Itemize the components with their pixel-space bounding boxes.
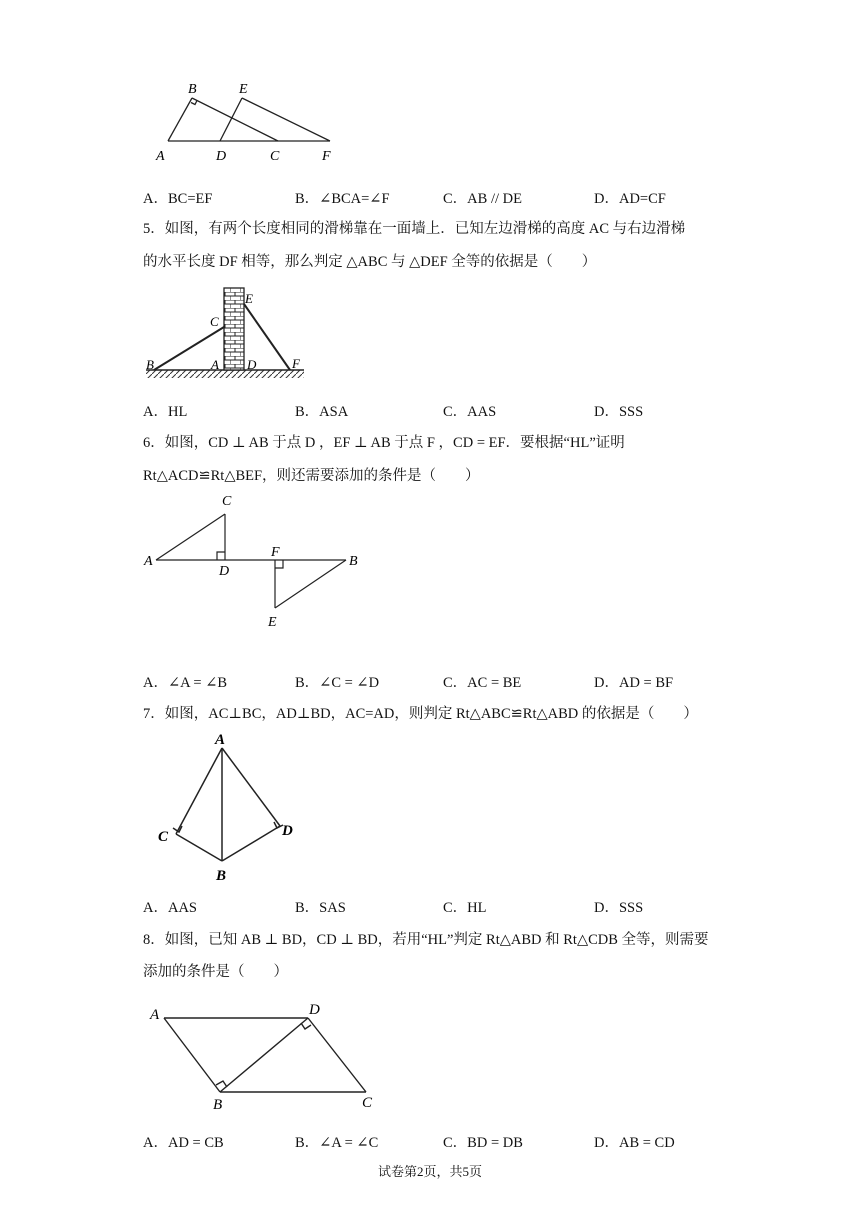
q6-question-line2: Rt△ACD≌Rt△BEF，则还需要添加的条件是（ ） (143, 468, 480, 484)
q7-figure (150, 728, 310, 883)
q5-option-b[interactable]: B．ASA (295, 404, 349, 420)
q5-label-f: F (292, 356, 300, 371)
q5-option-c[interactable]: C．AAS (443, 404, 497, 420)
q6-label-c: C (222, 494, 232, 509)
q5-option-a[interactable]: A．HL (143, 404, 188, 420)
q8-figure (140, 998, 385, 1116)
q8-label-b: B (213, 1097, 223, 1113)
q8-option-c[interactable]: C．BD = DB (443, 1135, 523, 1151)
q4-figure (150, 76, 350, 166)
q4-label-a: A (156, 149, 165, 164)
q6-label-d: D (219, 564, 230, 579)
q6-option-c[interactable]: C．AC = BE (443, 675, 522, 691)
page-footer: 试卷第2页，共5页 (377, 1164, 482, 1179)
q4-label-b: B (188, 82, 197, 97)
q8-label-a: A (150, 1007, 160, 1023)
q8-question-line2: 添加的条件是（ ） (143, 964, 288, 980)
q5-label-c: C (210, 314, 219, 329)
q4-option-b[interactable]: B．∠BCA=∠F (295, 191, 390, 207)
q6-option-b[interactable]: B．∠C = ∠D (295, 675, 380, 691)
q6-label-e: E (268, 615, 277, 630)
q5-label-b: B (146, 357, 154, 372)
q8-question-line1: 8．如图，已知 AB ⊥ BD，CD ⊥ BD，若用“HL”判定 Rt△ABD 和 Rt△CDB 全等，则需要 (143, 932, 709, 948)
q6-label-b: B (349, 554, 358, 569)
q6-question-line1: 6．如图，CD ⊥ AB 于点 D ，EF ⊥ AB 于点 F ，CD = EF．要根据“HL”证明 (143, 435, 625, 451)
q7-option-c[interactable]: C．HL (443, 900, 487, 916)
q7-option-d[interactable]: D．SSS (594, 900, 644, 916)
q6-label-a: A (144, 554, 153, 569)
q5-figure (140, 284, 315, 384)
q4-label-c: C (270, 149, 280, 164)
q5-label-e: E (245, 291, 253, 306)
q7-label-a: A (215, 732, 226, 748)
q4-option-d[interactable]: D．AD=CF (594, 191, 666, 207)
q4-label-d: D (216, 149, 227, 164)
q8-option-d[interactable]: D．AB = CD (594, 1135, 675, 1151)
q4-option-a[interactable]: A．BC=EF (143, 191, 213, 207)
q5-label-a: A (211, 357, 219, 372)
q7-label-c: C (158, 829, 169, 845)
q5-question-line2: 的水平长度 DF 相等，那么判定 △ABC 与 △DEF 全等的依据是（ ） (143, 254, 597, 270)
q6-option-a[interactable]: A．∠A = ∠B (143, 675, 228, 691)
q7-option-a[interactable]: A．AAS (143, 900, 197, 916)
q8-label-c: C (362, 1095, 373, 1111)
q4-label-f: F (322, 149, 331, 164)
q5-option-d[interactable]: D．SSS (594, 404, 644, 420)
q6-label-f: F (271, 545, 280, 560)
q5-label-d: D (247, 357, 257, 372)
q8-option-b[interactable]: B．∠A = ∠C (295, 1135, 379, 1151)
q6-figure (140, 488, 370, 633)
q4-option-c[interactable]: C．AB // DE (443, 191, 522, 207)
q8-option-a[interactable]: A．AD = CB (143, 1135, 224, 1151)
q7-label-b: B (216, 868, 227, 883)
q7-label-d: D (282, 823, 293, 839)
q7-option-b[interactable]: B．SAS (295, 900, 346, 916)
q4-label-e: E (239, 82, 248, 97)
q5-question-line1: 5．如图，有两个长度相同的滑梯靠在一面墙上．已知左边滑梯的高度 AC 与右边滑梯 (143, 221, 686, 237)
q7-question-line1: 7．如图，AC⊥BC，AD⊥BD，AC=AD，则判定 Rt△ABC≌Rt△ABD 的依据是（ ） (143, 706, 698, 722)
q6-option-d[interactable]: D．AD = BF (594, 675, 674, 691)
q8-label-d: D (309, 1002, 320, 1018)
